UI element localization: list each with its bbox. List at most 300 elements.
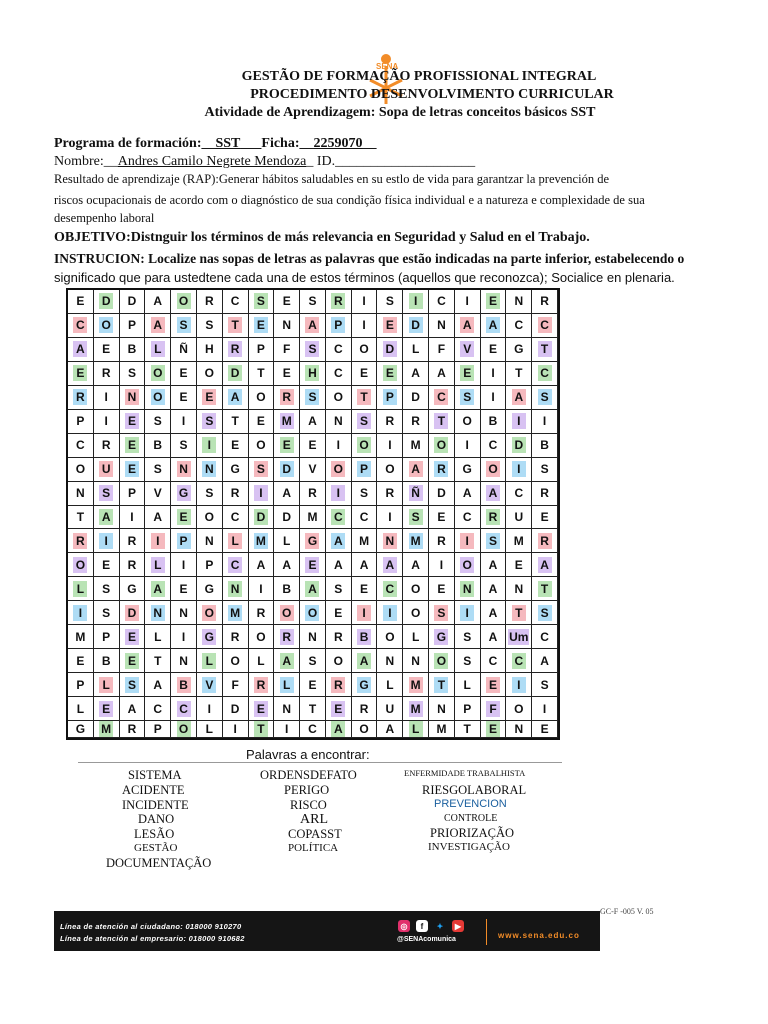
instagram-icon[interactable]: ◎ (398, 920, 410, 932)
objetivo-text: Distnguir los términos de más relevancia en Seguridad y Salud en el Trabajo. (130, 230, 590, 245)
grid-cell (223, 482, 249, 506)
grid-cell (171, 649, 197, 673)
grid-cell (145, 386, 171, 410)
grid-cell (481, 553, 507, 577)
grid-cell (94, 553, 120, 577)
grid-letter: E (125, 413, 139, 429)
grid-cell (249, 649, 275, 673)
grid-letter: E (202, 389, 216, 405)
grid-cell (197, 721, 223, 738)
grid-cell (68, 386, 94, 410)
grid-letter: E (383, 317, 397, 333)
grid-cell (120, 362, 146, 386)
grid-cell (326, 338, 352, 362)
grid-cell (197, 458, 223, 482)
grid-letter: A (383, 557, 397, 573)
grid-letter: U (99, 461, 113, 477)
grid-cell (481, 506, 507, 530)
grid-letter: N (179, 605, 188, 620)
grid-cell (455, 434, 481, 458)
grid-cell (171, 721, 197, 738)
grid-cell (145, 482, 171, 506)
grid-letter: A (153, 677, 163, 692)
grid-cell (94, 482, 120, 506)
grid-cell (171, 338, 197, 362)
grid-cell (249, 577, 275, 601)
grid-letter: E (308, 677, 317, 692)
grid-cell (223, 553, 249, 577)
grid-letter: E (540, 509, 549, 524)
grid-cell (326, 410, 352, 434)
grid-letter: O (177, 721, 191, 737)
grid-letter: O (99, 317, 113, 333)
grid-cell (300, 314, 326, 338)
grid-letter: A (228, 389, 242, 405)
grid-letter: E (514, 557, 523, 572)
grid-cell (429, 386, 455, 410)
grid-cell (300, 601, 326, 625)
grid-letter: S (205, 318, 214, 333)
word-priorizacao: PRIORIZAÇÃO (430, 826, 515, 840)
grid-letter: B (540, 438, 549, 453)
grid-letter: O (514, 701, 524, 716)
grid-cell (223, 290, 249, 314)
grid-letter: D (280, 461, 294, 477)
grid-letter: R (359, 701, 369, 716)
grid-cell (223, 697, 249, 721)
grid-letter: R (331, 293, 345, 309)
grid-cell (145, 625, 171, 649)
grid-cell (455, 673, 481, 697)
grid-letter: S (463, 629, 472, 644)
grid-letter: O (410, 605, 421, 620)
grid-cell (68, 362, 94, 386)
grid-letter: I (542, 701, 547, 716)
grid-cell (171, 577, 197, 601)
grid-letter: T (308, 701, 317, 716)
grid-cell (120, 673, 146, 697)
grid-letter: D (512, 437, 526, 453)
grid-cell (249, 410, 275, 434)
grid-letter: A (486, 317, 500, 333)
grid-cell (68, 434, 94, 458)
grid-letter: N (437, 318, 446, 333)
grid-cell (455, 529, 481, 553)
grid-cell (274, 529, 300, 553)
grid-letter: B (282, 581, 292, 596)
grid-letter: S (254, 293, 268, 309)
grid-letter: T (463, 722, 471, 736)
grid-letter: P (383, 389, 397, 405)
grid-letter: O (256, 629, 266, 644)
word-risco: RISCO (290, 798, 327, 812)
grid-letter: O (359, 722, 369, 736)
grid-letter: I (362, 294, 366, 309)
grid-letter: A (127, 701, 137, 716)
grid-letter: O (73, 557, 87, 573)
grid-letter: E (486, 721, 500, 737)
nombre-line: Nombre:__Andres Camilo Negrete Mendoza_ ID.____________________ (54, 154, 476, 169)
grid-cell (352, 362, 378, 386)
grid-cell (145, 553, 171, 577)
grid-cell (120, 553, 146, 577)
grid-cell (403, 434, 429, 458)
grid-letter: S (308, 294, 317, 309)
grid-cell (300, 410, 326, 434)
grid-letter: R (437, 533, 446, 548)
grid-cell (120, 529, 146, 553)
grid-letter: L (151, 341, 165, 357)
grid-letter: S (463, 653, 472, 668)
grid-cell (249, 529, 275, 553)
grid-cell (68, 290, 94, 314)
grid-letter: S (409, 509, 423, 525)
grid-letter: A (460, 317, 474, 333)
grid-cell (429, 458, 455, 482)
grid-letter: L (205, 722, 213, 736)
grid-letter: N (228, 581, 242, 597)
grid-cell (481, 649, 507, 673)
grid-letter: E (540, 722, 549, 736)
grid-cell (506, 362, 532, 386)
grid-letter: E (102, 342, 111, 357)
grid-cell (171, 458, 197, 482)
grid-cell (352, 553, 378, 577)
grid-letter: N (177, 461, 191, 477)
grid-letter: G (202, 629, 216, 645)
grid-letter: N (282, 318, 292, 333)
grid-cell (223, 601, 249, 625)
grid-letter: A (280, 653, 294, 669)
grid-letter: A (488, 605, 498, 620)
grid-letter: A (308, 414, 317, 429)
grid-letter: L (99, 677, 113, 693)
grid-cell (532, 553, 558, 577)
grid-cell (532, 434, 558, 458)
grid-cell (429, 314, 455, 338)
grid-cell (197, 482, 223, 506)
word-lesao: LESÃO (134, 827, 175, 841)
grid-cell (300, 506, 326, 530)
grid-letter: G (305, 533, 319, 549)
grid-cell (171, 290, 197, 314)
grid-cell (429, 625, 455, 649)
grid-cell (68, 506, 94, 530)
grid-letter: T (512, 605, 526, 621)
grid-cell (481, 529, 507, 553)
word-copasst: COPASST (288, 827, 342, 841)
word-ordensdefato: ORDENSDEFATO (260, 768, 357, 782)
grid-cell (506, 553, 532, 577)
grid-cell (429, 434, 455, 458)
grid-cell (532, 506, 558, 530)
grid-cell (120, 314, 146, 338)
grid-letter: S (179, 438, 188, 453)
grid-cell (300, 529, 326, 553)
grid-letter: R (101, 438, 111, 453)
grid-letter: T (257, 366, 265, 381)
grid-letter: A (488, 557, 498, 572)
grid-letter: N (76, 486, 85, 501)
programa-label: Programa de formación: (54, 136, 202, 151)
grid-letter: R (230, 629, 240, 644)
grid-cell (197, 577, 223, 601)
grid-letter: B (488, 414, 498, 429)
grid-letter: C (514, 486, 524, 501)
footer-site[interactable]: www.sena.edu.co (498, 931, 580, 940)
footer-line-1: Línea de atención al ciudadano: 018000 910270 (60, 922, 242, 931)
grid-letter: I (383, 605, 397, 621)
grid-cell (120, 482, 146, 506)
grid-cell (171, 553, 197, 577)
grid-cell (455, 482, 481, 506)
grid-cell (274, 458, 300, 482)
sena-logo-text: SENA (376, 62, 399, 71)
grid-letter: I (207, 701, 211, 716)
grid-cell (300, 338, 326, 362)
grid-cell (197, 338, 223, 362)
twitter-icon[interactable]: ✦ (436, 921, 444, 931)
grid-letter: T (434, 677, 448, 693)
objetivo-label: OBJETIVO: (54, 230, 131, 245)
grid-cell (352, 506, 378, 530)
words-title: Palavras a encontrar: (246, 747, 370, 762)
grid-cell (506, 338, 532, 362)
grid-letter: Um (509, 629, 529, 644)
grid-letter: R (540, 294, 549, 309)
grid-cell (481, 458, 507, 482)
header-title-3: Atividade de Aprendizagem: Sopa de letras conceitos básicos SST (204, 105, 596, 120)
grid-letter: E (179, 366, 188, 381)
grid-letter: I (362, 318, 366, 333)
grid-letter: A (282, 557, 292, 572)
grid-letter: E (486, 293, 500, 309)
grid-letter: D (230, 701, 240, 716)
facebook-icon[interactable]: f (416, 920, 428, 932)
grid-cell (274, 625, 300, 649)
grid-cell (145, 434, 171, 458)
grid-cell (352, 314, 378, 338)
grid-cell (429, 290, 455, 314)
grid-letter: I (409, 293, 423, 309)
grid-cell (532, 601, 558, 625)
grid-letter: P (177, 533, 191, 549)
grid-cell (197, 314, 223, 338)
grid-cell (300, 386, 326, 410)
grid-letter: S (153, 414, 162, 429)
grid-cell (68, 721, 94, 738)
grid-cell (249, 290, 275, 314)
grid-cell (300, 649, 326, 673)
grid-letter: N (411, 653, 420, 668)
grid-letter: D (383, 341, 397, 357)
grid-letter: A (333, 557, 343, 572)
grid-cell (249, 482, 275, 506)
instrucion-line (54, 251, 768, 267)
grid-letter: S (99, 485, 113, 501)
grid-cell (455, 410, 481, 434)
grid-cell (171, 506, 197, 530)
grid-letter: I (233, 722, 237, 736)
grid-cell (352, 625, 378, 649)
grid-letter: T (154, 653, 162, 668)
grid-letter: S (486, 533, 500, 549)
grid-letter: M (75, 629, 86, 644)
grid-letter: E (486, 677, 500, 693)
grid-cell (197, 506, 223, 530)
grid-letter: E (102, 557, 111, 572)
grid-cell (171, 386, 197, 410)
grid-cell (197, 697, 223, 721)
grid-cell (377, 434, 403, 458)
grid-letter: F (486, 701, 500, 717)
grid-cell (326, 458, 352, 482)
grid-letter: O (333, 390, 343, 405)
grid-letter: R (73, 389, 87, 405)
grid-cell (68, 697, 94, 721)
grid-letter: O (385, 462, 395, 477)
grid-letter: U (385, 701, 395, 716)
grid-cell (197, 290, 223, 314)
grid-cell (274, 506, 300, 530)
grid-letter: S (540, 462, 549, 477)
grid-letter: G (177, 485, 191, 501)
grid-letter: O (486, 461, 500, 477)
grid-letter: R (333, 629, 343, 644)
grid-letter: I (512, 677, 526, 693)
grid-letter: B (127, 342, 137, 357)
grid-letter: C (488, 653, 498, 668)
grid-letter: O (331, 461, 345, 477)
word-sistema: SISTEMA (128, 768, 182, 782)
grid-letter: N (202, 461, 216, 477)
grid-cell (274, 482, 300, 506)
grid-cell (94, 362, 120, 386)
grid-cell (455, 314, 481, 338)
grid-cell (403, 410, 429, 434)
grid-letter: G (75, 722, 86, 736)
grid-cell (455, 625, 481, 649)
grid-cell (249, 362, 275, 386)
grid-letter: I (542, 414, 547, 429)
grid-letter: E (334, 605, 343, 620)
grid-cell (249, 721, 275, 738)
grid-letter: A (357, 653, 371, 669)
grid-letter: M (359, 533, 370, 548)
grid-cell (120, 410, 146, 434)
grid-letter: N (308, 629, 317, 644)
grid-letter: A (331, 533, 345, 549)
grid-letter: N (437, 701, 446, 716)
grid-cell (429, 506, 455, 530)
grid-cell (249, 673, 275, 697)
grid-cell (532, 673, 558, 697)
grid-letter: S (460, 389, 474, 405)
grid-cell (223, 386, 249, 410)
grid-cell (403, 458, 429, 482)
grid-cell (171, 434, 197, 458)
grid-cell (68, 577, 94, 601)
grid-letter: A (488, 581, 498, 596)
grid-cell (506, 482, 532, 506)
grid-letter: L (154, 629, 162, 644)
grid-cell (145, 314, 171, 338)
grid-letter: P (463, 701, 472, 716)
grid-cell (94, 673, 120, 697)
grid-letter: R (204, 294, 214, 309)
grid-cell (68, 649, 94, 673)
grid-cell (326, 529, 352, 553)
grid-cell (249, 625, 275, 649)
grid-cell (68, 314, 94, 338)
grid-cell (481, 482, 507, 506)
grid-cell (377, 314, 403, 338)
grid-letter: L (409, 721, 423, 737)
grid-letter: S (334, 581, 343, 596)
grid-cell (274, 434, 300, 458)
grid-cell (145, 697, 171, 721)
grid-cell (94, 601, 120, 625)
grid-cell (274, 553, 300, 577)
grid-cell (481, 601, 507, 625)
words-divider (78, 762, 562, 763)
grid-cell (197, 434, 223, 458)
grid-letter: P (153, 722, 162, 736)
grid-cell (120, 458, 146, 482)
grid-letter: C (434, 389, 448, 405)
grid-cell (506, 649, 532, 673)
grid-cell (481, 338, 507, 362)
grid-cell (403, 673, 429, 697)
grid-letter: I (512, 413, 526, 429)
grid-letter: P (76, 677, 85, 692)
grid-cell (249, 386, 275, 410)
grid-cell (68, 482, 94, 506)
grid-letter: S (205, 486, 214, 501)
grid-letter: H (204, 342, 214, 357)
grid-letter: T (76, 509, 85, 524)
grid-cell (377, 601, 403, 625)
grid-cell (223, 577, 249, 601)
grid-letter: A (151, 581, 165, 597)
grid-cell (532, 577, 558, 601)
youtube-icon[interactable]: ▶ (452, 920, 464, 932)
grid-cell (274, 362, 300, 386)
grid-letter: P (256, 342, 265, 357)
grid-letter: A (411, 366, 420, 381)
grid-cell (249, 314, 275, 338)
grid-cell (145, 721, 171, 738)
grid-cell (274, 386, 300, 410)
grid-cell (274, 649, 300, 673)
word-dano: DANO (138, 812, 175, 826)
grid-letter: S (202, 413, 216, 429)
grid-letter: E (99, 701, 113, 717)
grid-letter: F (437, 342, 446, 357)
grid-cell (223, 458, 249, 482)
grid-letter: N (333, 414, 343, 429)
grid-letter: I (465, 438, 469, 453)
grid-letter: A (462, 486, 472, 501)
grid-cell (506, 434, 532, 458)
grid-letter: M (513, 533, 524, 548)
grid-letter: F (283, 342, 291, 357)
grid-cell (171, 601, 197, 625)
grid-letter: V (308, 462, 317, 477)
grid-letter: D (282, 509, 292, 524)
grid-letter: E (256, 414, 265, 429)
grid-letter: O (385, 629, 395, 644)
